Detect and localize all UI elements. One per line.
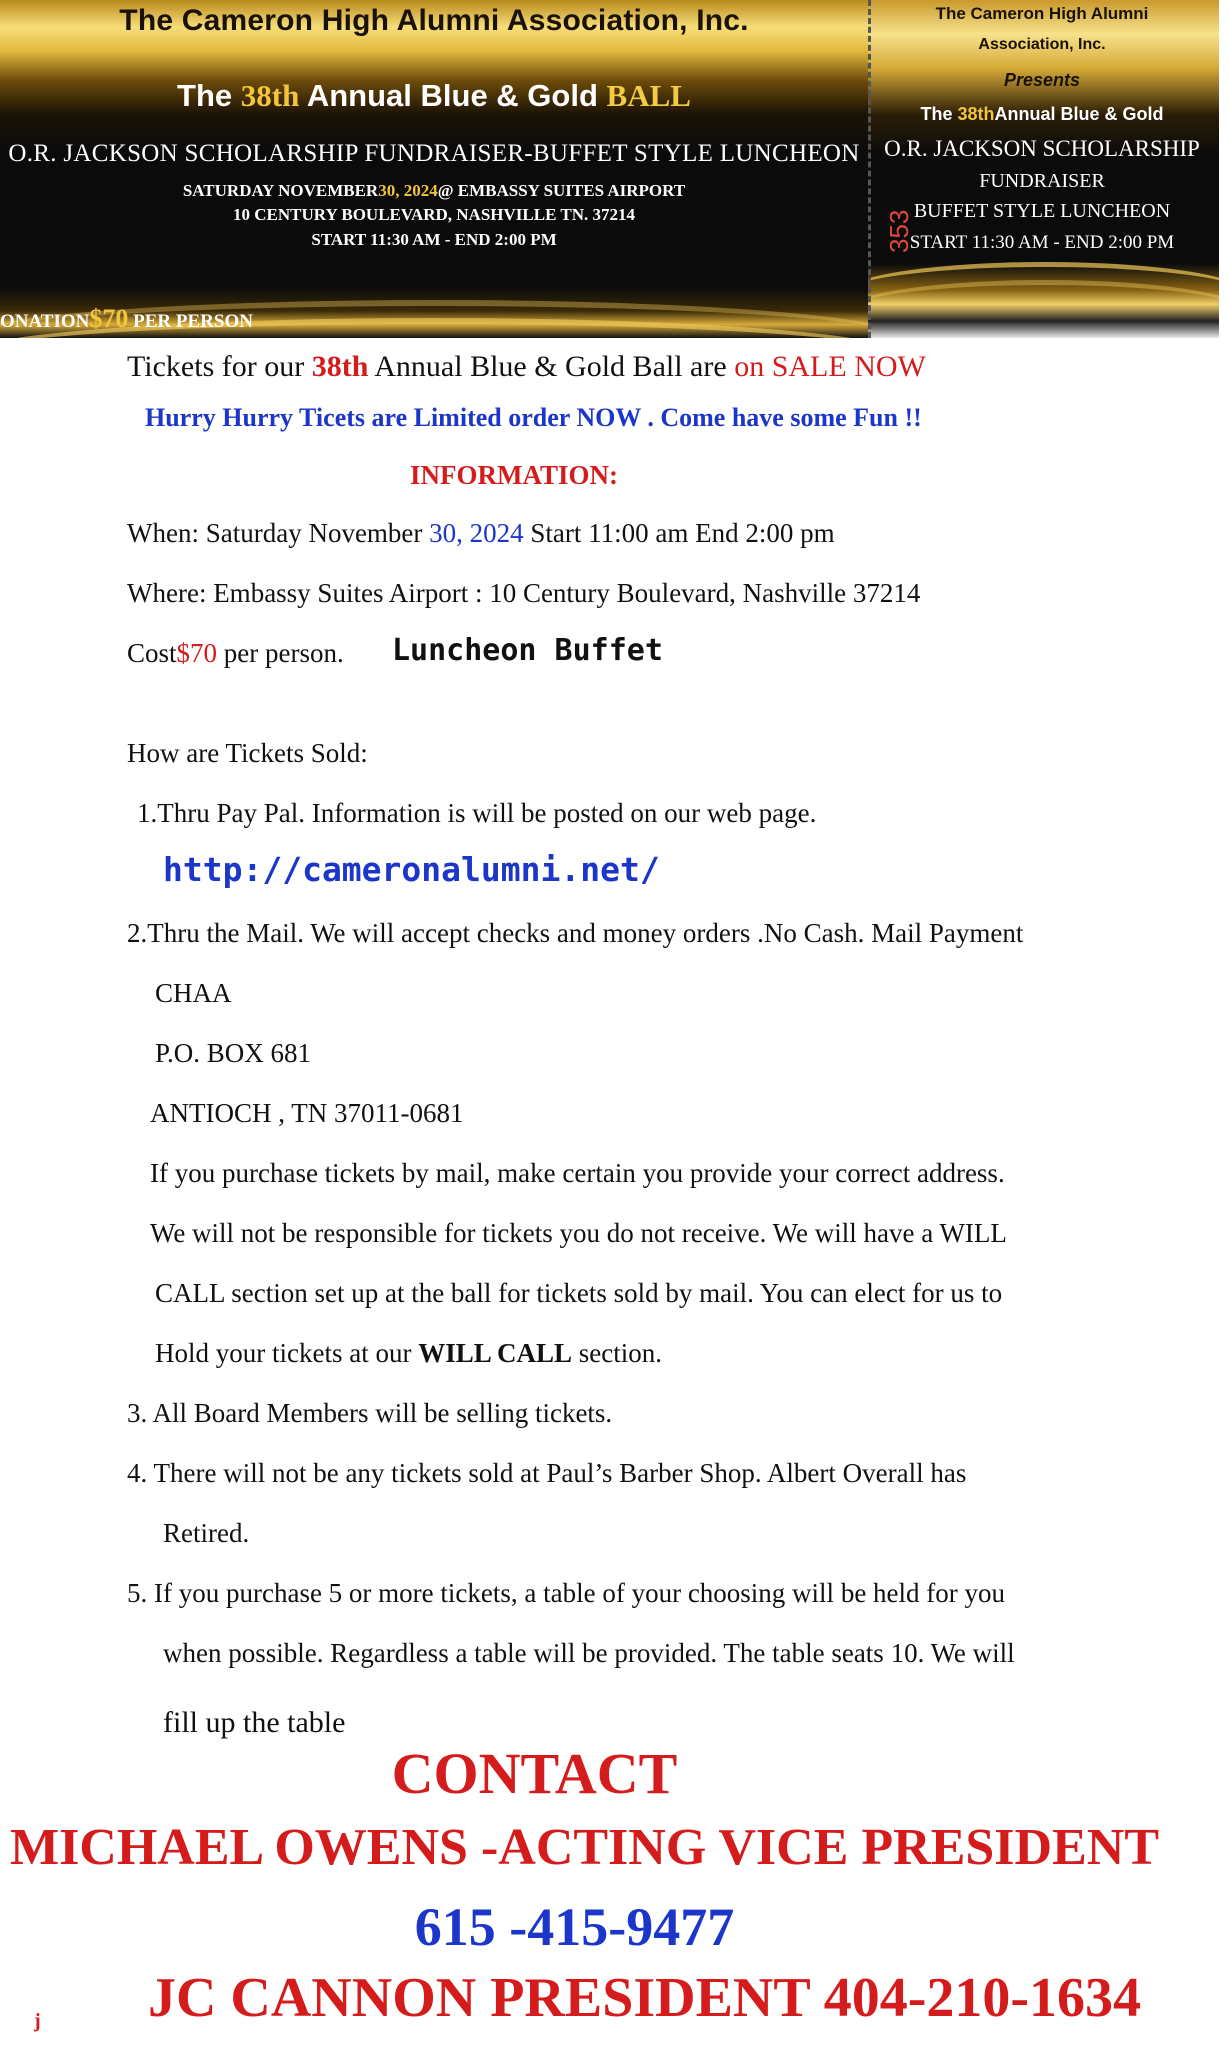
how-item-3: 3. All Board Members will be selling tickets. — [127, 1398, 613, 1428]
stub-luncheon: BUFFET STYLE LUNCHEON — [913, 200, 1171, 222]
ticket-donation: ONATION$70 PER PERSON — [0, 304, 253, 333]
stub-time: START 11:30 AM - END 2:00 PM — [909, 232, 1175, 253]
mail-address-line1: CHAA — [155, 978, 232, 1008]
ticket-fundraiser: O.R. JACKSON SCHOLARSHIP FUNDRAISER-BUFFET STYLE LUNCHEON — [8, 140, 860, 167]
how-item-4-continued: Retired. — [163, 1518, 250, 1548]
stray-mark: j — [34, 2010, 41, 2032]
stub-fundraiser: FUNDRAISER — [979, 170, 1105, 192]
stub-org-line1: The Cameron High Alumni — [935, 4, 1149, 23]
how-item-5-line2: when possible. Regardless a table will be provided. The table seats 10. We will — [163, 1638, 1015, 1668]
mail-note-4: Hold your tickets at our WILL CALL section. — [155, 1338, 662, 1368]
contact-vp: MICHAEL OWENS -ACTING VICE PRESIDENT — [9, 1819, 1160, 1876]
ticket-main — [0, 0, 868, 338]
how-heading: How are Tickets Sold: — [127, 738, 368, 768]
mail-address-line2: P.O. BOX 681 — [155, 1038, 312, 1068]
mail-address-line3: ANTIOCH , TN 37011-0681 — [150, 1098, 464, 1128]
ticket-time: START 11:30 AM - END 2:00 PM — [311, 230, 557, 249]
ticket-number: 353 — [884, 209, 914, 253]
stub-presents: Presents — [1003, 70, 1081, 90]
stub-annual: The 38thAnnual Blue & Gold — [920, 104, 1164, 124]
tickets-on-sale-line: Tickets for our 38th Annual Blue & Gold Ball are on SALE NOW — [127, 350, 926, 383]
how-item-4: 4. There will not be any tickets sold at Paul’s Barber Shop. Albert Overall has — [127, 1458, 967, 1488]
luncheon-buffet: Luncheon Buffet — [392, 633, 663, 668]
ticket-date: SATURDAY NOVEMBER30, 2024@ EMBASSY SUITES AIRPORT — [182, 181, 686, 200]
how-item-1: 1.Thru Pay Pal. Information is will be posted on our web page. — [137, 798, 817, 828]
cost-line: Cost$70 per person. — [127, 638, 344, 668]
how-item-5-line3: fill up the table — [163, 1706, 346, 1739]
where-line: Where: Embassy Suites Airport : 10 Century Boulevard, Nashville 37214 — [127, 578, 921, 608]
mail-note-1: If you purchase tickets by mail, make certain you provide your correct address. — [150, 1158, 1005, 1188]
contact-vp-phone: 615 -415-9477 — [414, 1897, 735, 1957]
ticket-stub-wave — [868, 280, 1219, 338]
contact-president: JC CANNON PRESIDENT 404-210-1634 — [147, 1967, 1141, 2029]
how-item-5: 5. If you purchase 5 or more tickets, a table of your choosing will be held for you — [127, 1578, 1006, 1608]
mail-note-2: We will not be responsible for tickets you do not receive. We will have a WILL — [150, 1218, 1007, 1248]
ticket-org-name: The Cameron High Alumni Association, Inc. — [119, 4, 749, 37]
contact-heading: CONTACT — [391, 1741, 678, 1806]
ticket-address: 10 CENTURY BOULEVARD, NASHVILLE TN. 37214 — [233, 205, 635, 224]
how-item-2: 2.Thru the Mail. We will accept checks and money orders .No Cash. Mail Payment — [127, 918, 1024, 948]
ticket-annual-title: The 38th Annual Blue & Gold BALL — [177, 78, 691, 113]
stub-scholarship: O.R. JACKSON SCHOLARSHIP — [884, 136, 1200, 161]
information-heading: INFORMATION: — [410, 460, 618, 490]
stub-org-line2: Association, Inc. — [978, 36, 1106, 53]
hurry-line: Hurry Hurry Ticets are Limited order NOW . Come have some Fun !! — [145, 403, 922, 432]
mail-note-3: CALL section set up at the ball for tickets sold by mail. You can elect for us to — [155, 1278, 1003, 1308]
when-line: When: Saturday November 30, 2024 Start 11:00 am End 2:00 pm — [127, 518, 835, 548]
website-link[interactable]: http://cameronalumni.net/ — [163, 850, 660, 889]
